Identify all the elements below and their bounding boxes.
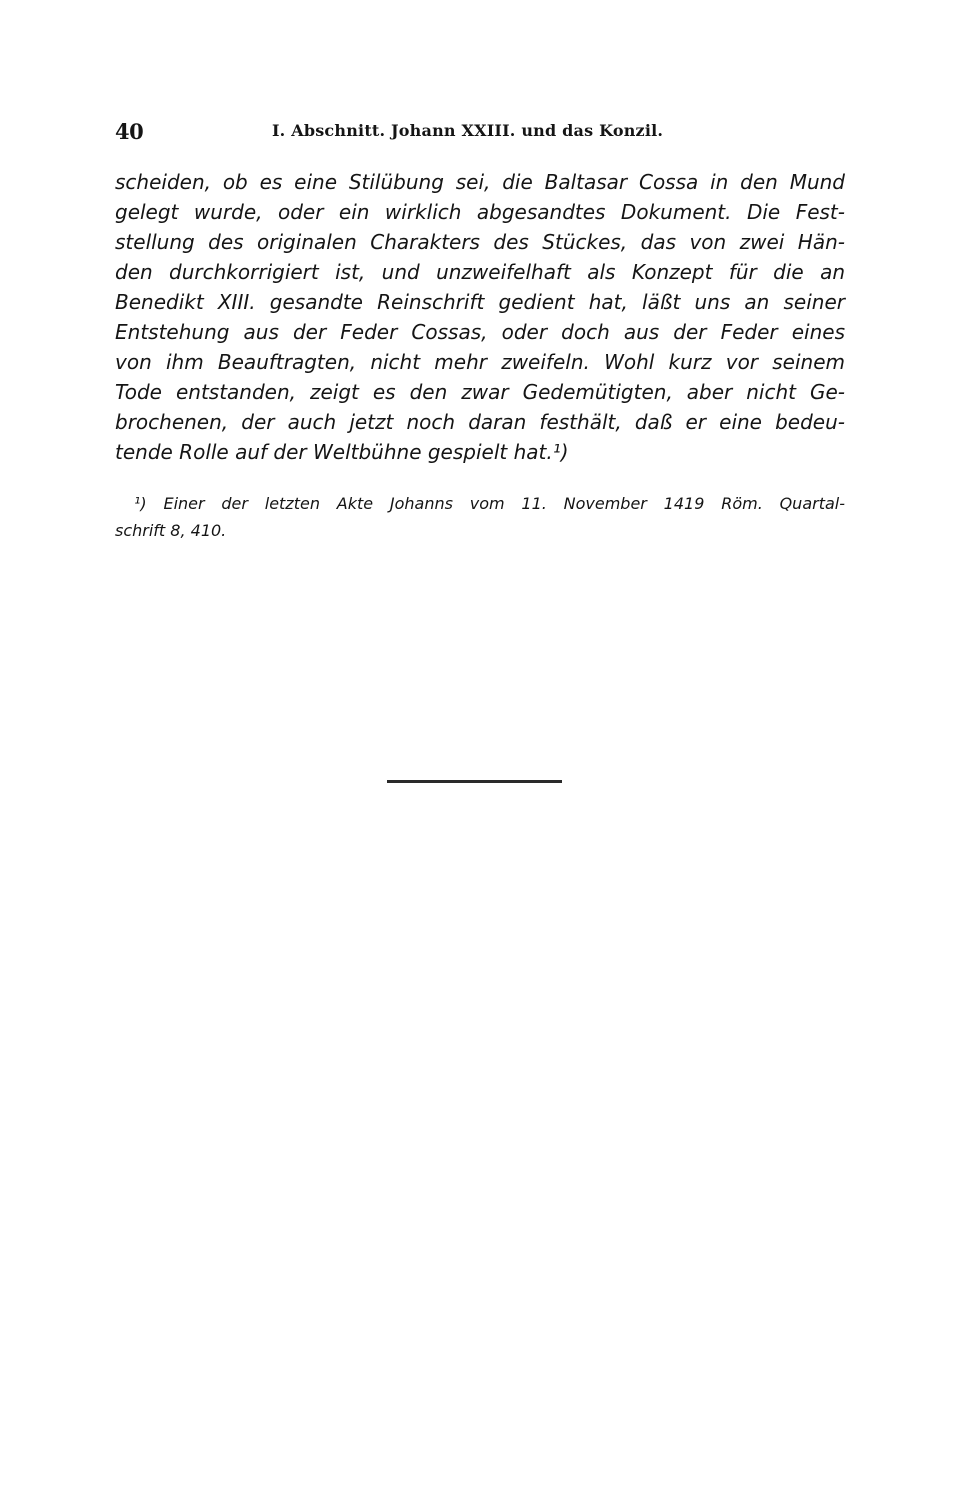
text-line: Entstehung aus der Feder Cossas, oder doch aus der Feder eines bbox=[115, 320, 845, 344]
text-line: brochenen, der auch jetzt noch daran festhält, daß er eine bedeu- bbox=[115, 410, 845, 434]
text-line: Benedikt XIII. gesandte Reinschrift gedient hat, läßt uns an seiner bbox=[115, 290, 845, 314]
end-rule bbox=[387, 780, 562, 783]
text-line: gelegt wurde, oder ein wirklich abgesandtes Dokument. Die Fest- bbox=[115, 200, 845, 224]
footnote-line: schrift 8, 410. bbox=[115, 521, 227, 540]
running-head bbox=[115, 119, 845, 143]
page-number: 40 bbox=[115, 119, 144, 144]
text-line: Tode entstanden, zeigt es den zwar Gedemütigten, aber nicht Ge- bbox=[115, 380, 845, 404]
text-line: tende Rolle auf der Weltbühne gespielt hat.¹) bbox=[115, 440, 569, 464]
text-line: den durchkorrigiert ist, und unzweifelhaft als Konzept für die an bbox=[115, 260, 845, 284]
chapter-heading: I. Abschnitt. Johann XXIII. und das Konzil. bbox=[272, 121, 664, 140]
footnote-line: ¹) Einer der letzten Akte Johanns vom 11. November 1419 Röm. Quartal- bbox=[134, 494, 845, 513]
text-line: scheiden, ob es eine Stilübung sei, die Baltasar Cossa in den Mund bbox=[115, 170, 845, 194]
body-paragraph bbox=[115, 167, 845, 467]
footnote bbox=[115, 490, 845, 544]
text-line: stellung des originalen Charakters des Stückes, das von zwei Hän- bbox=[115, 230, 845, 254]
text-line: von ihm Beauftragten, nicht mehr zweifeln. Wohl kurz vor seinem bbox=[115, 350, 845, 374]
